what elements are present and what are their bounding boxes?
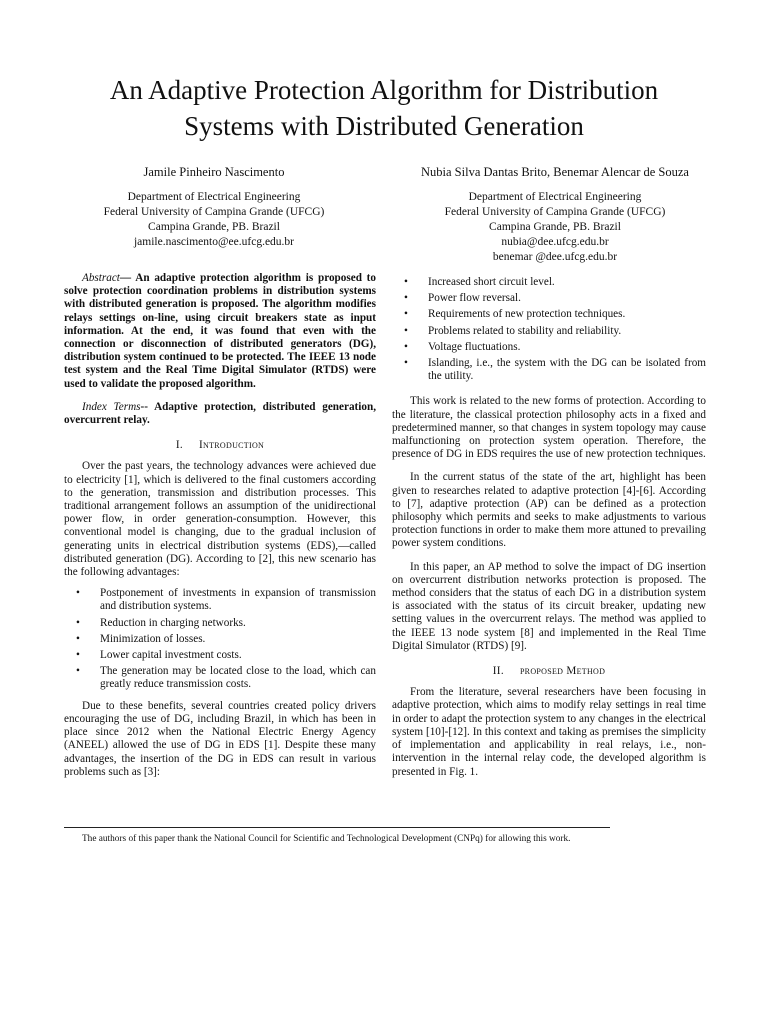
section-title: Introduction xyxy=(199,439,265,452)
author-email: jamile.nascimento@ee.ufcg.edu.br xyxy=(133,236,295,248)
author-univ: Federal University of Campina Grande (UFCG) xyxy=(103,206,325,218)
author-dept: Department of Electrical Engineering xyxy=(468,191,642,203)
author-city: Campina Grande, PB. Brazil xyxy=(489,221,621,233)
list-item: • Power flow reversal. xyxy=(392,292,706,305)
list-item: • Minimization of losses. xyxy=(64,633,376,646)
list-item: • Islanding, i.e., the system with the DG can be isolated from the utility. xyxy=(392,357,706,383)
section-number: II. xyxy=(492,665,504,678)
index-terms-label: Index Terms xyxy=(82,400,141,413)
list-item: • Postponement of investments in expansion of transmission and distribution systems. xyxy=(64,587,376,613)
author-block-2 xyxy=(382,165,728,265)
left-column xyxy=(64,272,376,787)
title-line-1: An Adaptive Protection Algorithm for Distribution xyxy=(109,75,659,105)
list-item: • The generation may be located close to the load, which can greatly reduce transmission costs. xyxy=(64,665,376,691)
list-item: • Increased short circuit level. xyxy=(392,276,706,289)
abstract xyxy=(64,272,376,391)
author-block-1 xyxy=(54,165,374,250)
index-terms xyxy=(64,401,376,427)
index-terms-text: -- Adaptive protection, distributed generation, overcurrent relay. xyxy=(64,400,376,427)
author-email: nubia@dee.ufcg.edu.br xyxy=(501,236,609,248)
body-paragraph: In the current status of the state of the art, highlight has been given to researches related to adaptive protection [4]-[6]. According to [7], adaptive protection (AP) can be defined as a protection philosophy which permits and seeks to make adjustments to various protection functions in order to make them more attuned to prevailing power system conditions. xyxy=(392,471,706,550)
title-line-2: Systems with Distributed Generation xyxy=(184,111,584,141)
list-item: • Problems related to stability and reliability. xyxy=(392,325,706,338)
advantages-list xyxy=(64,587,376,691)
right-column xyxy=(392,276,706,787)
section-title: proposed Method xyxy=(519,665,606,678)
author-city: Campina Grande, PB. Brazil xyxy=(148,221,280,233)
author-email: benemar @dee.ufcg.edu.br xyxy=(492,251,618,263)
list-item: • Reduction in charging networks. xyxy=(64,617,376,630)
body-paragraph: This work is related to the new forms of protection. According to the literature, the classical protection philosophy acts in a fixed and predetermined manner, so that changes in system topology may cause malfunctioning on protection system operation. Therefore, the presence of DG in EDS requires the use of new protection techniques. xyxy=(392,395,706,461)
author-univ: Federal University of Campina Grande (UFCG) xyxy=(444,206,666,218)
intro-paragraph-2: Due to these benefits, several countries created policy drivers encouraging the use of DG, including Brazil, in which has been in place since 2012 when the National Electric Energy Agency (ANEEL) allowed the use of DG in EDS [1]. Despite these many advantages, the insertion of the DG in EDS can result in various problems such as [3]: xyxy=(64,699,376,778)
author-name: Nubia Silva Dantas Brito, Benemar Alencar de Souza xyxy=(421,165,689,179)
body-paragraph: In this paper, an AP method to solve the impact of DG insertion on overcurrent distribution networks protection is proposed. The method considers that the status of each DG in a distribution system is associated with the status of its circuit breaker, updating new setting values in the overcurrent relays. The method was applied to the IEEE 13 node system [8] and implemented in the Real Time Digital Simulator (RTDS) [9]. xyxy=(392,560,706,652)
section-number: I. xyxy=(175,439,183,452)
footnote: The authors of this paper thank the National Council for Scientific and Technological Development (CNPq) for allowing this work. xyxy=(82,834,571,844)
author-dept: Department of Electrical Engineering xyxy=(127,191,301,203)
section-heading-method xyxy=(392,665,706,678)
abstract-text: — An adaptive protection algorithm is proposed to solve protection coordination problems in distribution systems with distributed generation is proposed. The algorithm modifies relays settings on-line, using circuit breakers state as input information. At the end, it was found that even with the connection or disconnection of distributed generators (DG), distribution system continued to be protected. The IEEE 13 node test system and the Real Time Digital Simulator (RTDS) were used to validate the proposed algorithm. xyxy=(64,272,376,390)
paper-title xyxy=(40,72,728,144)
list-item: • Voltage fluctuations. xyxy=(392,341,706,354)
problems-list xyxy=(392,276,706,383)
body-paragraph: From the literature, several researchers have been focusing in adaptive protection, which aims to modify relay settings in real time in order to adapt the protection system to any changes in the electrical system [10]-[12]. In this context and taking as premises the simplicity of implementation and applicability in real relays, i.e., non-intervention in the internal relay code, the developed algorithm is presented in Fig. 1. xyxy=(392,686,706,778)
list-item: • Requirements of new protection techniques. xyxy=(392,308,706,321)
footnote-divider xyxy=(64,827,610,828)
author-name: Jamile Pinheiro Nascimento xyxy=(143,165,285,179)
section-heading-introduction xyxy=(64,439,376,452)
list-item: • Lower capital investment costs. xyxy=(64,649,376,662)
abstract-label: Abstract xyxy=(82,272,120,284)
intro-paragraph-1: Over the past years, the technology advances were achieved due to electricity [1], which is delivered to the final customers according to the generation, transmission and distribution processes. This traditional arrangement follows an assumption of the unidirectional power flow, in order generation-consumption. However, this conventional model is changing, due to the gradual inclusion of generating units in electrical distribution systems (EDS),―called distributed generation (DG). According to [2], this new scenario has the following advantages: xyxy=(64,460,376,579)
